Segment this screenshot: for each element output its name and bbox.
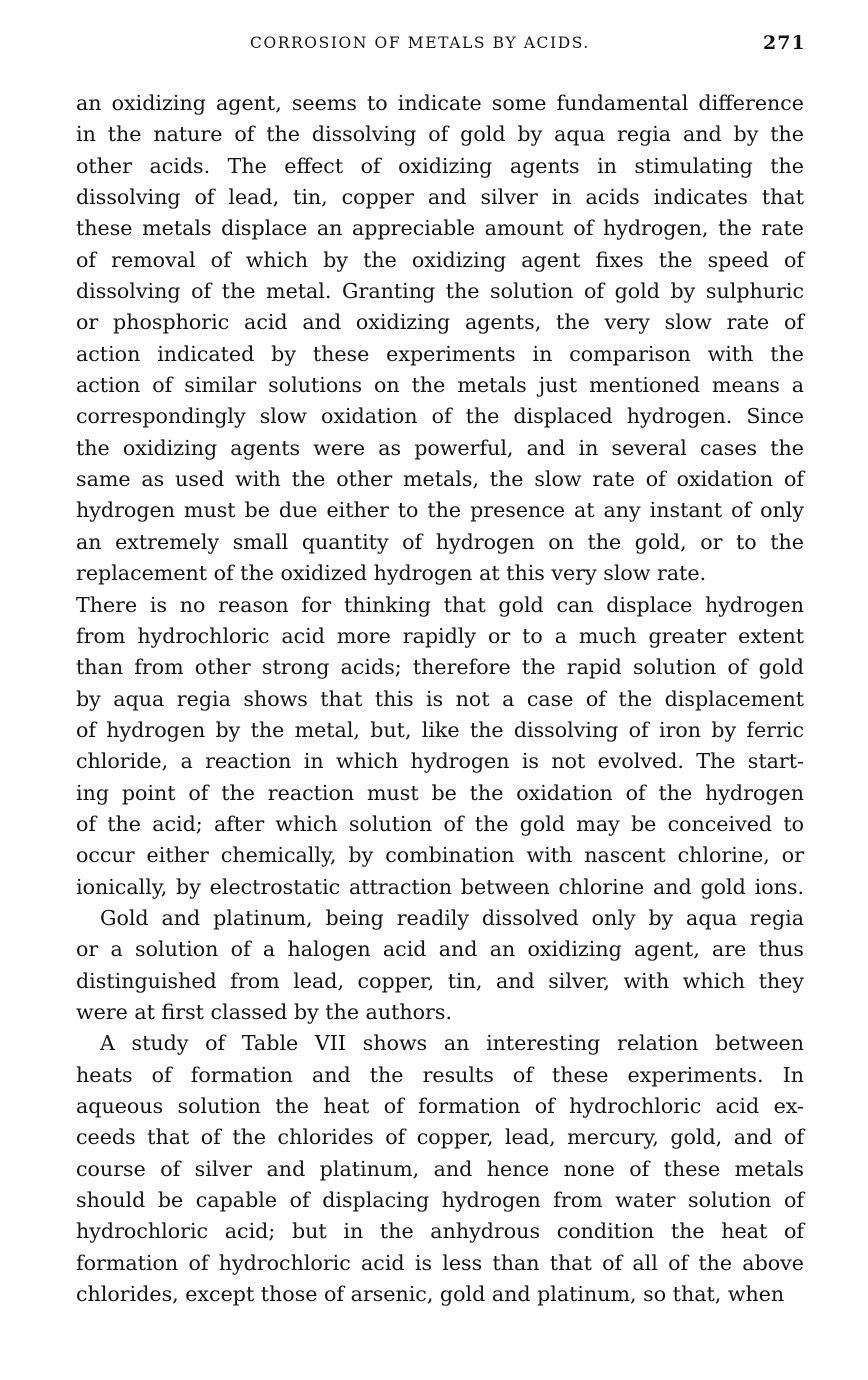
text-line: the oxidizing agents were as powerful, and in several cases the [76, 435, 804, 460]
text-line: were at first classed by the authors. [76, 999, 452, 1024]
text-line: should be capable of displacing hydrogen from water solution of [76, 1188, 804, 1213]
text-line: of hydrogen by the metal, but, like the dissolving of iron by ferric [76, 717, 804, 742]
text-line: same as used with the other metals, the slow rate of oxidation of [76, 467, 804, 492]
text-line: in the nature of the dissolving of gold by aqua regia and by the [76, 122, 804, 147]
text-line: other acids. The effect of oxidizing agents in stimulating the [76, 153, 804, 178]
text-line: replacement of the oxidized hydrogen at this very slow rate. [76, 561, 707, 586]
running-head [0, 34, 868, 58]
text-line: hydrochloric acid; but in the anhydrous condition the heat of [76, 1219, 804, 1244]
text-line: of the acid; after which solution of the gold may be conceived to [76, 811, 804, 836]
text-line: or a solution of a halogen acid and an oxidizing agent, are thus [76, 937, 804, 962]
paragraph [76, 88, 804, 903]
text-line: dissolving of the metal. Granting the solution of gold by sulphuric [76, 279, 804, 304]
text-line: than from other strong acids; therefore the rapid solution of gold [76, 655, 804, 680]
running-title: CORROSION OF METALS BY ACIDS. [250, 34, 590, 52]
text-line: of removal of which by the oxidizing agent fixes the speed of [76, 247, 804, 272]
text-line: by aqua regia shows that this is not a case of the displacement [76, 686, 804, 711]
text-line: or phosphoric acid and oxidizing agents, the very slow rate of [76, 310, 804, 335]
text-line: action indicated by these experiments in comparison with the [76, 341, 804, 366]
text-line: ing point of the reaction must be the oxidation of the hydrogen [76, 780, 804, 805]
text-line: Gold and platinum, being readily dissolved only by aqua regia [100, 905, 804, 930]
text-line: formation of hydrochloric acid is less than that of all of the above [76, 1250, 804, 1275]
text-line: correspondingly slow oxidation of the displaced hydrogen. Since [76, 404, 804, 429]
text-line: aqueous solution the heat of formation of hydrochloric acid ex- [76, 1094, 804, 1118]
text-line: There is no reason for thinking that gold can displace hydrogen [76, 592, 804, 617]
text-line: ceeds that of the chlorides of copper, lead, mercury, gold, and of [76, 1125, 804, 1150]
text-line: an oxidizing agent, seems to indicate some fundamental difference [76, 91, 804, 115]
text-line: course of silver and platinum, and hence none of these metals [76, 1156, 804, 1181]
text-line: action of similar solutions on the metals just mentioned means a [76, 373, 804, 398]
text-line: A study of Table VII shows an interesting relation between [100, 1031, 804, 1056]
paragraph [76, 1028, 804, 1310]
text-line: ionically, by electrostatic attraction between chlorine and gold ions. [76, 874, 804, 899]
text-line: distinguished from lead, copper, tin, and silver, with which they [76, 968, 804, 993]
text-line: these metals displace an appreciable amount of hydrogen, the rate [76, 216, 804, 241]
page-number: 271 [763, 32, 806, 54]
text-line: chloride, a reaction in which hydrogen is not evolved. The start- [76, 749, 804, 774]
text-line: hydrogen must be due either to the presence at any instant of only [76, 498, 804, 523]
text-line: dissolving of lead, tin, copper and silver in acids indicates that [76, 185, 804, 210]
paragraph [76, 903, 804, 1028]
text-line: an extremely small quantity of hydrogen on the gold, or to the [76, 529, 804, 554]
text-line: heats of formation and the results of these experiments. In [76, 1062, 804, 1087]
text-line: from hydrochloric acid more rapidly or to a much greater extent [76, 623, 804, 648]
body-text [76, 88, 804, 1310]
text-line: chlorides, except those of arsenic, gold and platinum, so that, when [76, 1282, 785, 1307]
text-line: occur either chemically, by combination with nascent chlorine, or [76, 843, 804, 868]
